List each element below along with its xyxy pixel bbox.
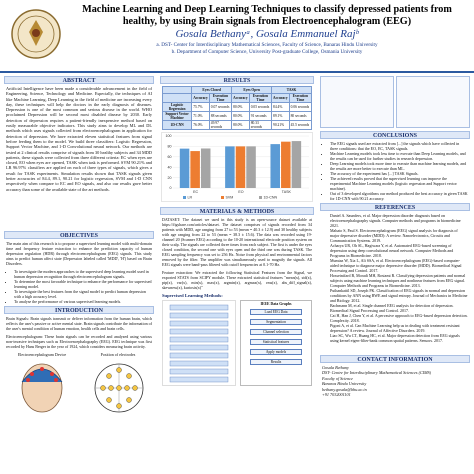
table-cell: 75.7%: [192, 103, 210, 112]
flowchart-caption: IEEE Data Graphs: [260, 301, 292, 306]
conclusion-item: • The accuracy of the experiment has [...] TASK Signals.: [330, 171, 468, 176]
contact-org: Faculty of Science: [322, 375, 353, 381]
conclusion-item: • The achieved results proved that the supervised learning can improve the experimental Machine Learning models (logistic regression and Support vector machine).: [330, 176, 468, 191]
row-label: 1D-CNN: [163, 121, 192, 130]
conclusion-item: • The EEG signals used are extracted from [...] the signals which have collected in three conditions: that the EO, EC, TASK signals.: [330, 141, 468, 151]
reference-item: 7. Bachmann M, et al. Single channel EEG analysis for detection of depression. Biomedical Signal Processing and Control. 2017.: [330, 303, 468, 313]
table-cell: 80.0%: [232, 121, 250, 130]
electrode-position-caption: Position of electrodes: [100, 352, 136, 357]
reference-item: 8. Cai H, Han J, Chen Y, et al. A pervasive approach to EEG-based depression detection. Complexity. 2018.: [330, 313, 468, 323]
sub-header: Execution Time: [289, 94, 311, 103]
objectives-list: [14, 269, 152, 304]
flow-step: Results: [250, 359, 302, 365]
table-row: [163, 103, 312, 112]
methods-figures: [162, 300, 312, 388]
x-tick-label: EC: [193, 190, 199, 194]
bar: [236, 146, 246, 188]
legend-swatch: [221, 196, 224, 199]
conclusions-heading: CONCLUSIONS: [320, 131, 470, 139]
bar: [201, 148, 211, 188]
contact-org: DST- Centre for Interdisciplinary Mathematical Sciences (CIMS): [322, 370, 432, 376]
x-tick-label: TASK: [281, 190, 291, 194]
eeg-device-caption: Electroencephalogram Device: [17, 352, 67, 357]
contact-email[interactable]: bethany.gosala@bhu.ac.in: [322, 386, 367, 392]
poster-title: Machine Learning and Deep Learning Techniques to classify depressed patients from healthy, by using Brain signals from Electroencephalogram (EEG): [82, 4, 452, 27]
table-cell: 80.0%: [232, 112, 250, 121]
col-group-header: Eyes Open: [232, 87, 272, 94]
legend-label: LR: [187, 195, 193, 200]
features-table-mini: [320, 76, 394, 128]
table-cell: 91 seconds: [249, 112, 271, 121]
electrode-map-icon: [92, 360, 146, 416]
reference-item: 6. Puthankattil SD, Joseph PK. Classification of EEG signals in normal and depression conditions by ANN using RWE and signal entropy. Journal of Mechanics in Medicine and Biology. 2012.: [330, 288, 468, 303]
results-table: [162, 86, 312, 130]
flowchart: [240, 300, 312, 386]
table-cell: 80.0%: [232, 103, 250, 112]
conclusions-list: [330, 141, 468, 201]
contact-heading: CONTACT INFORMATION: [320, 355, 470, 363]
sub-header: Execution Time: [249, 94, 271, 103]
y-tick-label: 60: [167, 155, 172, 159]
bar: [180, 149, 190, 188]
results-corner-cell: [163, 94, 192, 103]
materials-heading: MATERIALS & METHODS: [160, 207, 314, 215]
intro-figures: [4, 352, 154, 422]
bar: [246, 146, 256, 188]
reference-item: 4. Mumtaz W, Xia L, Ali SSA, et al. Electroencephalogram (EEG)-based computer-aided technique to diagnose major depressive disorder (MDD). Biomedical Signal Processing and Control. 2017.: [330, 258, 468, 273]
affiliation-b: b. Department of Computer Science, University Post-graduate College, Osmania University: [171, 48, 363, 55]
table-cell: 76.0%: [192, 121, 210, 130]
sub-header: Execution Time: [209, 94, 231, 103]
affiliation-a: a. DST- Center for Interdisciplinary Mathematical Sciences, Faculty of Science, Banaras Hindu University: [156, 42, 378, 48]
col-group-header: TASK: [272, 87, 312, 94]
table-cell: 45.5 seconds: [289, 121, 311, 130]
abstract-heading: ABSTRACT: [4, 76, 154, 84]
cnn-architecture-diagram: [162, 300, 236, 386]
header-divider: [0, 71, 474, 73]
poster-authors: Gosala Bethanyᵃ, Gosala Emmanuel Rajᵇ: [175, 28, 359, 40]
flow-steps: [241, 309, 311, 365]
objective-item: • To investigate the modern approaches to the supervised deep learning model used in human depression recognition through electroencephalogram signals.: [14, 269, 152, 279]
right-column: [320, 76, 470, 399]
reference-item: 2. Mahato S, Paul S. Electroencephalogram (EEG) signal analysis for diagnosis of major depressive disorder (MDD): A review. Nanoelectronics, Circuits and Communication Systems. 2019.: [330, 228, 468, 243]
bar: [190, 151, 200, 188]
intro-text-2: Electroencephalogram: These brain signals can be recorded and analyzed using various non-invasive techniques such as Electroencephalography (EEG). EEG technique was first recorded by Hans Berger in the year of 1924, which considers measuring brain activity.: [6, 334, 152, 349]
left-column: [4, 76, 154, 422]
bar: [225, 146, 235, 188]
y-tick-label: 100: [165, 134, 172, 139]
y-tick-label: 20: [167, 175, 172, 180]
dataset-text: DATASET: The dataset we used in this study is an open-source dataset available at https://figshare.com/articles/dataset. The dataset comprises of signals recorded from 34 patients with MDD, age ranging from 27 to 53 (mean = 40.3 ± 12.9) and 30 healthy subjects with age ranging from 22 to 53 (mean = 38.3 ± 15.6). The data was recorded using 19-channel 20 (Scanner EEG) according to the 10-20 international electrode position system on their scalp. The signals are collected three times from each subject. The first is under the eyes closed condition, the second one with eyes open and the third one was during TASK. The EEG sampling frequency was set to 256 Hz. Noise from physical and environmental factors removed by the filter. The amplifier was simultaneously used to magnify the signals. All EEG signals were band-pass filtered with cutoff frequencies at 0.1-70 Hz.: [162, 217, 312, 267]
middle-column: [160, 76, 314, 388]
flow-step: Channel selection: [250, 329, 302, 335]
reference-item: 5. Hosseinifard B, Moradi MH, Rostami R. Classifying depression patients and normal subjects using machine learning techniques and nonlinear features from EEG signal. Computer Methods and Programs in Biomedicine. 2013.: [330, 273, 468, 288]
features-text: Feature extraction: We extracted the following Statistical Features from the Signal, we exported STATS from SCIPY module. These extracted statistical features "mean(x), std(x), ptp(x), var(x), min(x), max(x), argmin(x), argmax(x), rms(x), abs_diff_signal(x), skewness(x), kurtosis(x)": [162, 270, 312, 290]
right-top-tables: [320, 76, 470, 128]
contact-phone: +91 7032001101: [322, 392, 351, 398]
sub-header: Accuracy: [192, 94, 210, 103]
bar: [270, 144, 280, 188]
reference-item: 9. Pigoni A, et al. Can Machine Learning help us in dealing with treatment resistant depression? A review. Journal of Affective Disorders. 2019.: [330, 323, 468, 333]
objective-item: • To investigate the best features from the signal model to predict human depression with a high accuracy level.: [14, 289, 152, 299]
results-bar-chart: [161, 132, 313, 202]
table-cell: 88 seconds: [209, 112, 231, 121]
conclusion-item: • Out of 3 developed algorithms our method produced the best accuracy in given TASK for 1D-CNN with 90.21 accuracy.: [330, 191, 468, 201]
table-cell: 0.05 seconds: [249, 103, 271, 112]
legend-label: 1D-CNN: [263, 195, 278, 200]
y-tick-label: 80: [167, 144, 172, 149]
university-logo-icon: [10, 8, 62, 60]
bar: [281, 142, 291, 188]
contact-name: Gosala Bethany: [322, 365, 349, 370]
references-heading: REFERENCES: [320, 203, 470, 211]
conclusion-item: • Machine Learning models took less time to execute than Deep Learning models, and the results can be used for further studies in research depression.: [330, 151, 468, 161]
sub-header: Accuracy: [232, 94, 250, 103]
reference-item: 3. Acharya UR, Oh SL, Hagiwara Y, et al. Automated EEG-based screening of depression using deep convolutional neural network. Computer Methods and Programs in Biomedicine. 2018.: [330, 243, 468, 258]
objectives-heading: OBJECTIVES: [4, 231, 154, 239]
col-group-header: Eyes Closed: [192, 87, 232, 94]
flow-step: Statistical features: [250, 339, 302, 345]
table-row: [163, 121, 312, 130]
sub-header: Accuracy: [272, 94, 290, 103]
y-tick-label: 40: [167, 165, 172, 170]
table-cell: 84.4%: [272, 103, 290, 112]
row-label: Logistic Regression: [163, 103, 192, 112]
table-cell: 49.97 seconds: [209, 121, 231, 130]
table-row: [163, 112, 312, 121]
eeg-cap-icon: [16, 360, 68, 416]
table-cell: 0.07 seconds: [209, 103, 231, 112]
table-cell: 90.21%: [272, 121, 290, 130]
results-corner-cell: [163, 87, 192, 94]
flow-step: Apply models: [250, 349, 302, 355]
comparison-table-mini: [396, 76, 470, 128]
table-cell: 89.1%: [272, 112, 290, 121]
contact-org: Banaras Hindu University: [322, 381, 367, 387]
legend-swatch: [183, 196, 186, 199]
legend-swatch: [259, 196, 262, 199]
flow-step: Load EEG Data: [250, 309, 302, 315]
contact-block: [322, 365, 468, 397]
conclusion-item: • Deep Learning models took more time to execute than machine learning models, and the results are more better to execute than ML.: [330, 161, 468, 171]
supervised-title: Supervised Learning Methods:: [162, 293, 223, 298]
objectives-text: The main aim of this research is to propose a supervised learning model with multi-domain time and frequency feature extraction to enhance the prediction capacity of human depression regulation (HDR) through electroencephalogram (EEG) signals. This study aims to predict human affect state (Depression labeled called 'MDD', 'H') based on Brain Disorders.: [6, 241, 152, 266]
table-cell: 80 seconds: [289, 112, 311, 121]
references-list: [330, 213, 468, 353]
reference-item: 10. Liao SC, Wu CT, Huang HC, et al. Major depression detection from EEG signals using kernel eigen-filter-bank common spatial patterns. Sensors. 2017.: [330, 333, 468, 343]
objective-item: • To analyse the performance of various supervised learning models.: [14, 299, 152, 304]
flow-step: Segmentation: [250, 319, 302, 325]
poster-affiliations: [68, 42, 466, 55]
poster-header: [0, 0, 474, 74]
table-cell: 80.33 seconds: [249, 121, 271, 130]
table-cell: 71.0%: [192, 112, 210, 121]
intro-text: Brain Signals: Brain signals transmit or deliver information from the human brain, which reflects the user's passive or active mental state. Brain signals contribute the information of the user's mental condition of human emotion, health cells and brain cells.: [6, 316, 152, 331]
introduction-heading: INTRODUCTION: [4, 306, 154, 314]
table-cell: 0.06 seconds: [289, 103, 311, 112]
x-tick-label: EO: [238, 190, 244, 194]
results-heading: RESULTS: [160, 76, 314, 84]
y-tick-label: 0: [169, 186, 172, 191]
bar: [292, 141, 302, 188]
objective-item: • To determine the most favorable technique to enhance the performance for supervised learning model.: [14, 279, 152, 289]
legend-label: SVM: [225, 195, 234, 200]
abstract-text: Artificial Intelligence have been made a considerable advancement in the field of Engineering, Science, Technology and Medicine. Especially, the techniques of AI like Machine Learning, Deep Learning in the field of medicine are increasing every day, these techniques will help the doctors in the early diagnosis of diseases. Depression is one of the most common and serious disease in the world. WHO proclaimed Depression will be second most disabled disease by 2030. Early detection of depression requires a patient-friendly inexpensive method based on easily measurable objective indicators. This study aims to develop ML and DL methods which uses signals collected from electroencephalogram in application for detection of depression. We have extracted eleven statistical features from signal before feeding them to the model. We build three classifiers: Logistic Regression, Support Vector Machine, and 1-D Convolutional neural network. Our methods are tested at 2 clinical results comprise of signals from 30 healthy subjects and 34 MDD patients, these signals were collected from three different criteria: EC when eyes are closed, EO when eyes are opened, TASK when task is performed. SVM 90.21% and LR 96.97% classifiers are applied on each of three types of signals, which gives a result for TASK experiments. Simulation results shown that TASK signals given better accuracies of 84.4, 89.1, 90.21 for logistic regression, SVM and 1-D CNN respectively when compare to EC and EO signals, and also our results gave better accuracy than some of the available state of the art methods.: [6, 86, 152, 192]
reference-item: 1. Daniel A. Saunders, et al. Major depression disorder diagnosis based on electroencephalography signals. Computer methods and programs in biomedicine 2021.: [330, 213, 468, 228]
row-label: Support Vector Machine: [163, 112, 192, 121]
